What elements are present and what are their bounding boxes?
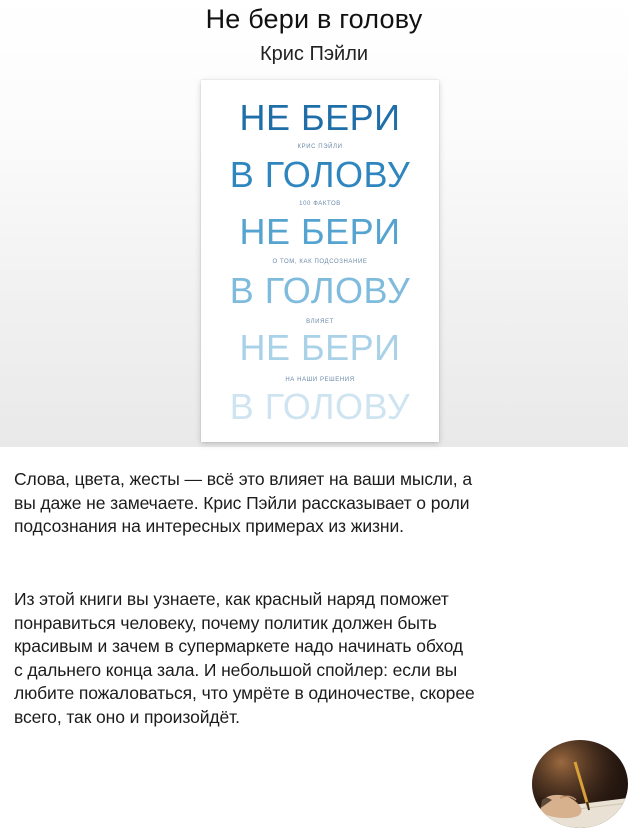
cover-author-text: КРИС ПЭЙЛИ [297,144,343,150]
book-cover-image [201,80,439,442]
cover-title-line: В ГОЛОВУ [229,154,411,195]
text-line: любите пожаловаться, что умрёте в одиночестве, скорее [14,683,475,703]
text-line: подсознания на интересных примерах из жизни. [14,516,404,536]
description-paragraph-2 [14,588,614,729]
text-line: Из этой книги вы узнаете, как красный наряд поможет [14,589,449,609]
book-title: Не бери в голову [205,4,423,34]
cover-subtitle-text: О ТОМ, КАК ПОДСОЗНАНИЕ [272,259,368,265]
cover-title-line: НЕ БЕРИ [239,327,401,368]
cover-title-line: НЕ БЕРИ [239,211,401,252]
description-paragraph-1 [14,468,614,539]
cover-subtitle-text: 100 ФАКТОВ [299,201,341,207]
cover-title-line: В ГОЛОВУ [229,386,411,427]
book-author: Крис Пэйли [259,43,369,65]
cover-subtitle-text: НА НАШИ РЕШЕНИЯ [285,377,355,383]
cover-title-line: НЕ БЕРИ [239,97,401,138]
text-line: Слова, цвета, жесты — всё это влияет на ваши мысли, а [14,469,472,489]
text-line: красивым и зачем в супермаркете надо начинать обход [14,636,463,656]
cover-title-line: В ГОЛОВУ [229,270,411,311]
text-line: понравиться человеку, почему политик должен быть [14,612,437,633]
text-line: всего, так оно и произойдёт. [14,706,240,727]
text-line: вы даже не замечаете. Крис Пэйли рассказывает о роли [14,492,470,513]
cover-subtitle-text: ВЛИЯЕТ [306,319,334,325]
hand-writing-with-pencil-icon [532,740,628,828]
text-line: с дальнего конца зала. И небольшой спойлер: если вы [14,659,458,680]
